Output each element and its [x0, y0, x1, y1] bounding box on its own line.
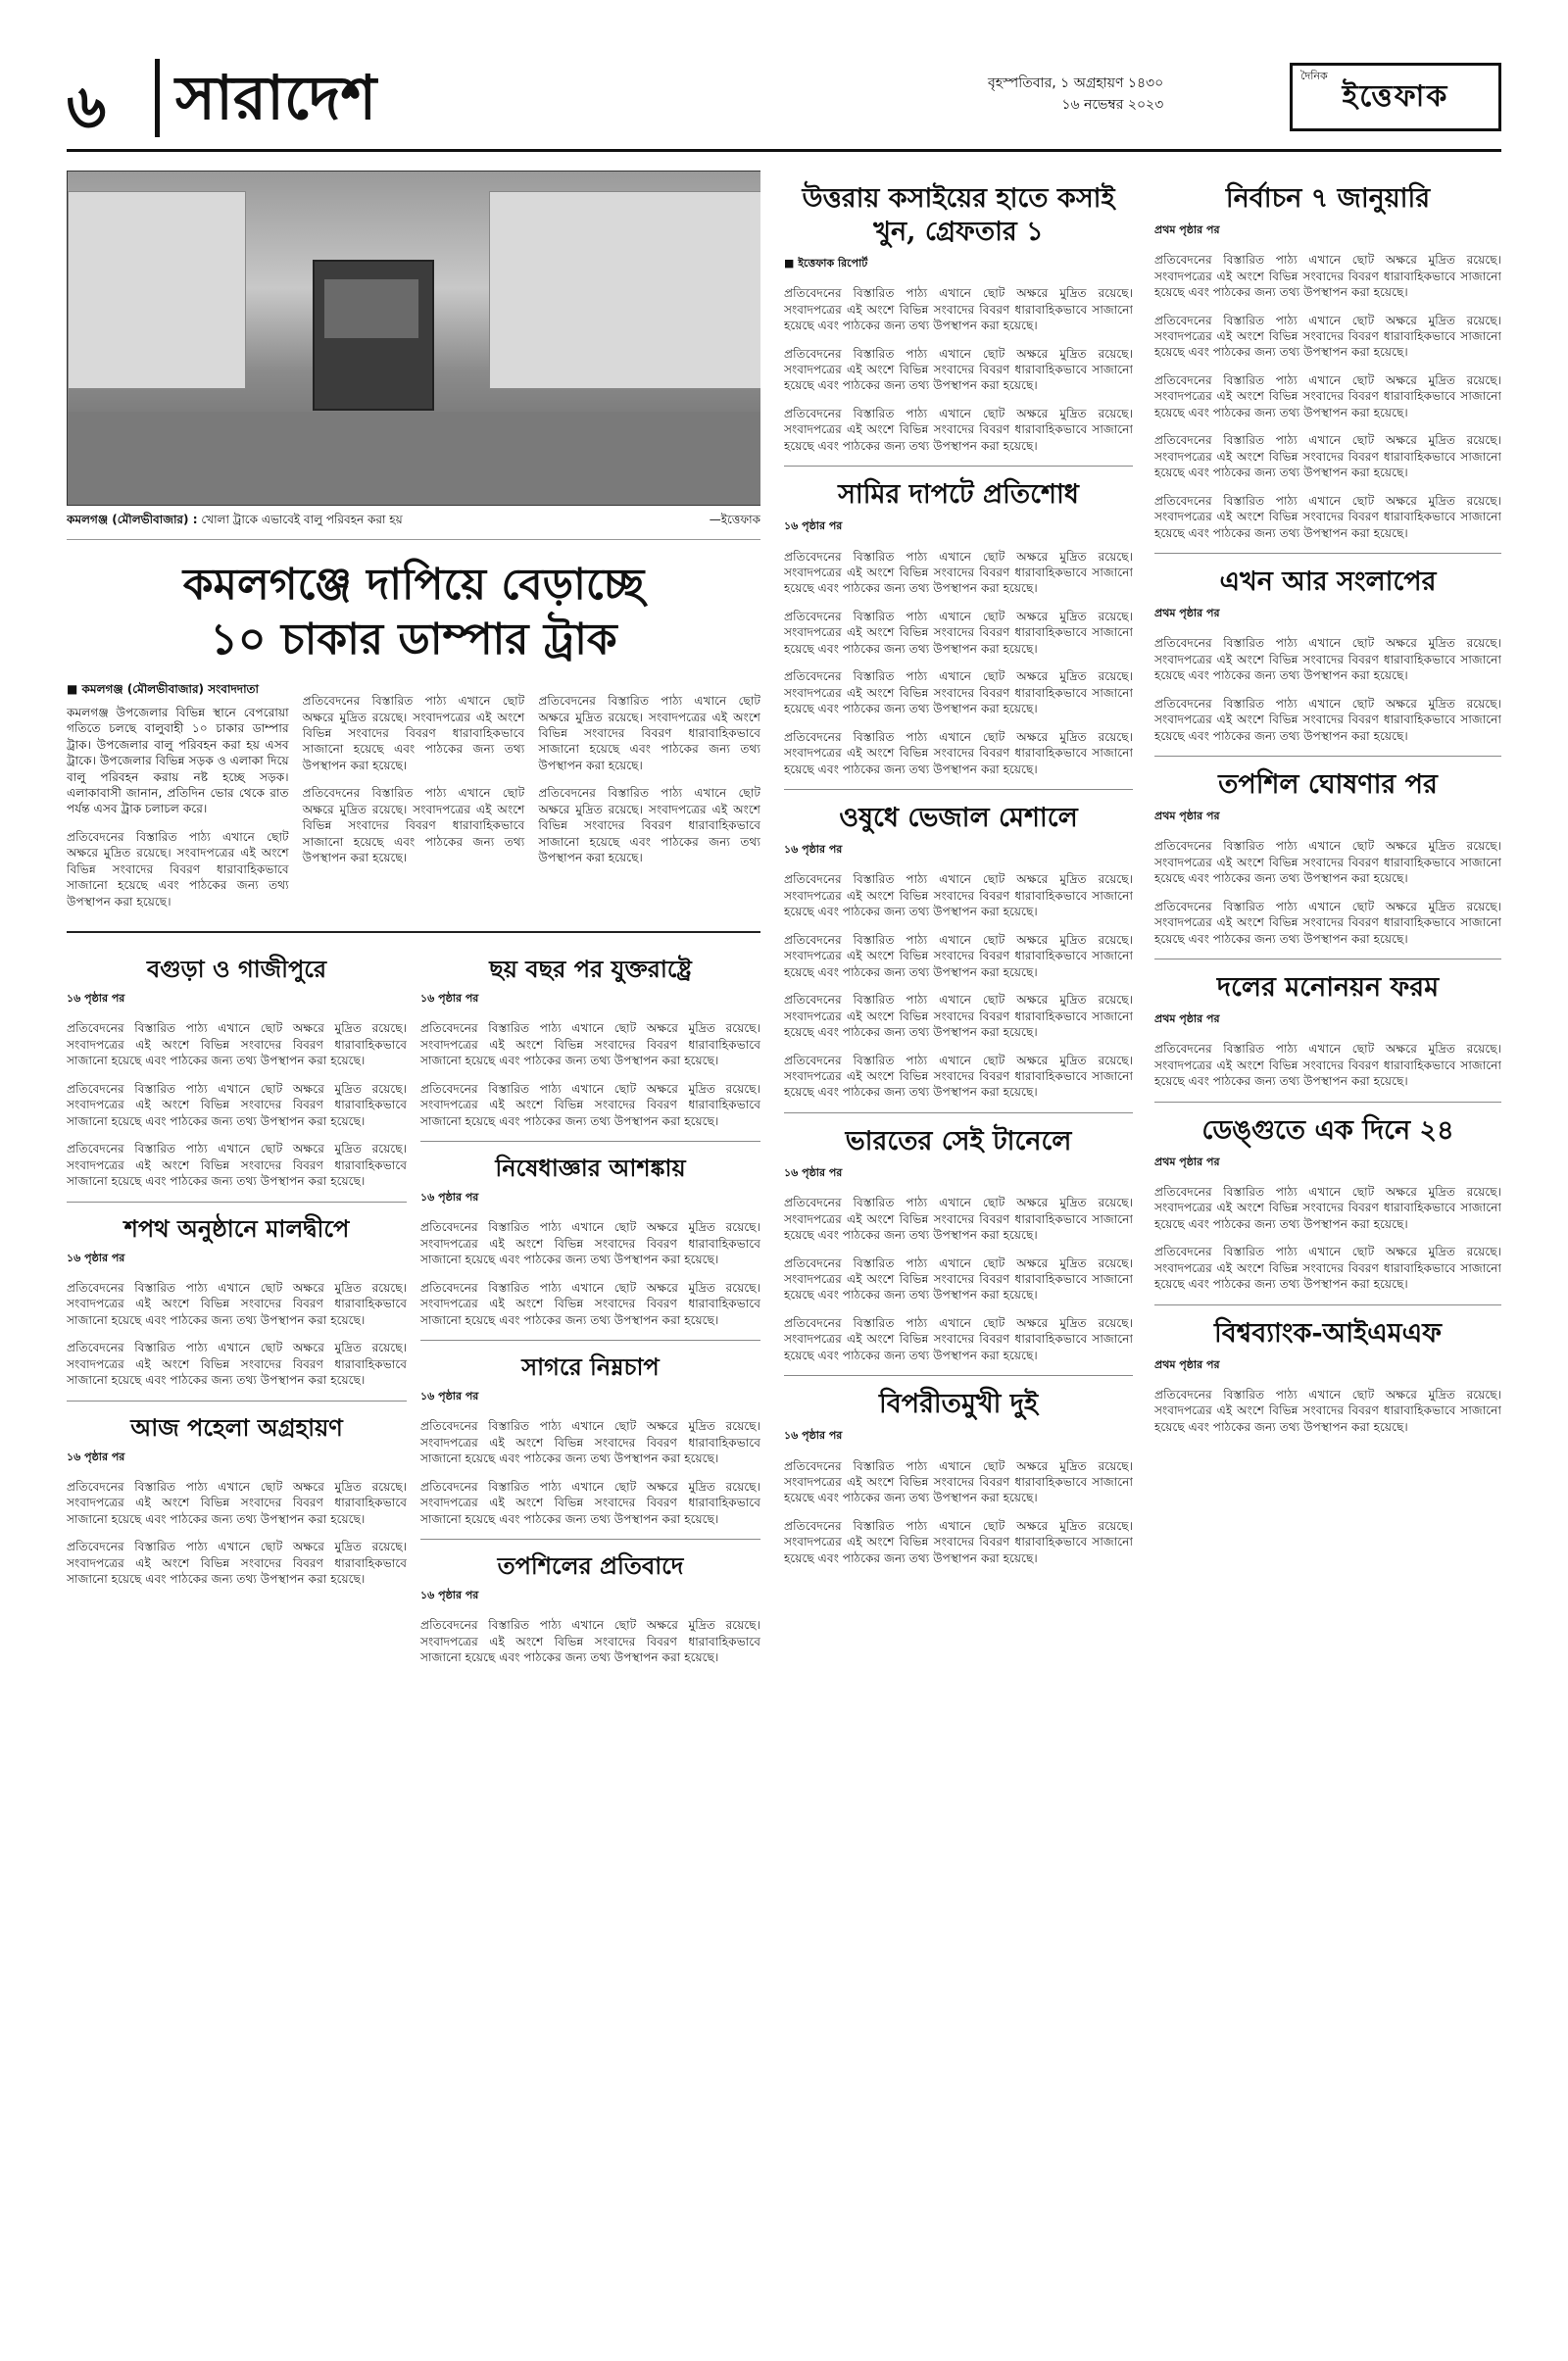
- story-body: প্রতিবেদনের বিস্তারিত পাঠ্য এখানে ছোট অক্ষরে মুদ্রিত রয়েছে। সংবাদপত্রের এই অংশে বিভিন্ন সংবাদের বিবরণ ধারাবাহিকভাবে সাজানো হয়েছে এবং পাঠকের জন্য তথ্য উপস্থাপন করা হয়েছে।: [784, 286, 1133, 332]
- story-continuation: প্রথম পৃষ্ঠার পর: [1154, 607, 1220, 620]
- story-body: প্রতিবেদনের বিস্তারিত পাঠ্য এখানে ছোট অক্ষরে মুদ্রিত রয়েছে। সংবাদপত্রের এই অংশে বিভিন্ন সংবাদের বিবরণ ধারাবাহিকভাবে সাজানো হয়েছে এবং পাঠকের জন্য তথ্য উপস্থাপন করা হয়েছে।: [784, 1196, 1133, 1243]
- story-headline: সাগরে নিম্নচাপ: [521, 1353, 660, 1382]
- story-continuation: ১৬ পৃষ্ঠার পর: [420, 1589, 479, 1602]
- story-body: প্রতিবেদনের বিস্তারিত পাঠ্য এখানে ছোট অক্ষরে মুদ্রিত রয়েছে। সংবাদপত্রের এই অংশে বিভিন্ন সংবাদের বিবরণ ধারাবাহিকভাবে সাজানো হয়েছে এবং পাঠকের জন্য তথ্য উপস্থাপন করা হয়েছে।: [784, 729, 1133, 776]
- lead-body-filler: প্রতিবেদনের বিস্তারিত পাঠ্য এখানে ছোট অক্ষরে মুদ্রিত রয়েছে। সংবাদপত্রের এই অংশে বিভিন্ন সংবাদের বিবরণ ধারাবাহিকভাবে সাজানো হয়েছে এবং পাঠকের জন্য তথ্য উপস্থাপন করা হয়েছে।: [538, 694, 760, 772]
- story-headline: তপশিলের প্রতিবাদে: [497, 1551, 684, 1581]
- story-body: প্রতিবেদনের বিস্তারিত পাঠ্য এখানে ছোট অক্ষরে মুদ্রিত রয়েছে। সংবাদপত্রের এই অংশে বিভিন্ন সংবাদের বিবরণ ধারাবাহিকভাবে সাজানো হয়েছে এবং পাঠকের জন্য তথ্য উপস্থাপন করা হয়েছে।: [67, 1540, 407, 1587]
- newspaper-page: [67, 51, 1501, 2335]
- story-body: প্রতিবেদনের বিস্তারিত পাঠ্য এখানে ছোট অক্ষরে মুদ্রিত রয়েছে। সংবাদপত্রের এই অংশে বিভিন্ন সংবাদের বিবরণ ধারাবাহিকভাবে সাজানো হয়েছে এবং পাঠকের জন্য তথ্য উপস্থাপন করা হয়েছে।: [67, 1081, 407, 1128]
- story-body: প্রতিবেদনের বিস্তারিত পাঠ্য এখানে ছোট অক্ষরে মুদ্রিত রয়েছে। সংবাদপত্রের এই অংশে বিভিন্ন সংবাদের বিবরণ ধারাবাহিকভাবে সাজানো হয়েছে এবং পাঠকের জন্য তথ্য উপস্থাপন করা হয়েছে।: [1154, 1185, 1501, 1231]
- lead-body-filler: প্রতিবেদনের বিস্তারিত পাঠ্য এখানে ছোট অক্ষরে মুদ্রিত রয়েছে। সংবাদপত্রের এই অংশে বিভিন্ন সংবাদের বিবরণ ধারাবাহিকভাবে সাজানো হয়েছে এবং পাঠকের জন্য তথ্য উপস্থাপন করা হয়েছে।: [302, 694, 525, 772]
- story-body: প্রতিবেদনের বিস্তারিত পাঠ্য এখানে ছোট অক্ষরে মুদ্রিত রয়েছে। সংবাদপত্রের এই অংশে বিভিন্ন সংবাদের বিবরণ ধারাবাহিকভাবে সাজানো হয়েছে এবং পাঠকের জন্য তথ্য উপস্থাপন করা হয়েছে।: [784, 932, 1133, 979]
- logo-text: ইত্তেফাক: [1342, 78, 1449, 114]
- story-body: প্রতিবেদনের বিস্তারিত পাঠ্য এখানে ছোট অক্ষরে মুদ্রিত রয়েছে। সংবাদপত্রের এই অংশে বিভিন্ন সংবাদের বিবরণ ধারাবাহিকভাবে সাজানো হয়েছে এবং পাঠকের জন্য তথ্য উপস্থাপন করা হয়েছে।: [420, 1280, 760, 1327]
- story-headline: ছয় বছর পর যুক্তরাষ্ট্রে: [489, 955, 692, 984]
- story-body: প্রতিবেদনের বিস্তারিত পাঠ্য এখানে ছোট অক্ষরে মুদ্রিত রয়েছে। সংবাদপত্রের এই অংশে বিভিন্ন সংবাদের বিবরণ ধারাবাহিকভাবে সাজানো হয়েছে এবং পাঠকের জন্য তথ্য উপস্থাপন করা হয়েছে।: [1154, 253, 1501, 299]
- lead-headline-line1: কমলগঞ্জে দাপিয়ে বেড়াচ্ছে: [182, 560, 645, 610]
- story-continuation: ১৬ পৃষ্ঠার পর: [420, 1191, 479, 1205]
- story-continuation: ১৬ পৃষ্ঠার পর: [67, 992, 125, 1006]
- story-body: প্রতিবেদনের বিস্তারিত পাঠ্য এখানে ছোট অক্ষরে মুদ্রিত রয়েছে। সংবাদপত্রের এই অংশে বিভিন্ন সংবাদের বিবরণ ধারাবাহিকভাবে সাজানো হয়েছে এবং পাঠকের জন্য তথ্য উপস্থাপন করা হয়েছে।: [784, 669, 1133, 716]
- story-body: প্রতিবেদনের বিস্তারিত পাঠ্য এখানে ছোট অক্ষরে মুদ্রিত রয়েছে। সংবাদপত্রের এই অংশে বিভিন্ন সংবাদের বিবরণ ধারাবাহিকভাবে সাজানো হয়েছে এবং পাঠকের জন্য তথ্য উপস্থাপন করা হয়েছে।: [1154, 1245, 1501, 1292]
- story-body: প্রতিবেদনের বিস্তারিত পাঠ্য এখানে ছোট অক্ষরে মুদ্রিত রয়েছে। সংবাদপত্রের এই অংশে বিভিন্ন সংবাদের বিবরণ ধারাবাহিকভাবে সাজানো হয়েছে এবং পাঠকের জন্য তথ্য উপস্থাপন করা হয়েছে।: [1154, 433, 1501, 480]
- story-body: প্রতিবেদনের বিস্তারিত পাঠ্য এখানে ছোট অক্ষরে মুদ্রিত রয়েছে। সংবাদপত্রের এই অংশে বিভিন্ন সংবাদের বিবরণ ধারাবাহিকভাবে সাজানো হয়েছে এবং পাঠকের জন্য তথ্য উপস্থাপন করা হয়েছে।: [784, 407, 1133, 453]
- story-continuation: ১৬ পৃষ্ঠার পর: [420, 1390, 479, 1403]
- photo-caption: [67, 506, 760, 540]
- lead-byline: ■ কমলগঞ্জ (মৌলভীবাজার) সংবাদদাতা: [67, 682, 260, 696]
- story-headline: বিপরীতমুখী দুই: [879, 1389, 1038, 1420]
- story-continuation: ১৬ পৃষ্ঠার পর: [67, 1450, 125, 1463]
- story-continuation: প্রথম পৃষ্ঠার পর: [1154, 810, 1220, 823]
- story-headline: দলের মনোনয়ন ফরম: [1216, 972, 1440, 1004]
- story-headline: বিশ্বব্যাংক-আইএমএফ: [1214, 1317, 1442, 1349]
- date-bangla: বৃহস্পতিবার, ১ অগ্রহায়ণ ১৪৩০: [988, 75, 1164, 91]
- story-byline: ■ ইত্তেফাক রিপোর্ট: [784, 257, 868, 270]
- story-headline: আজ পহেলা অগ্রহায়ণ: [130, 1412, 343, 1442]
- story-continuation: প্রথম পৃষ্ঠার পর: [1154, 223, 1220, 236]
- story-body: প্রতিবেদনের বিস্তারিত পাঠ্য এখানে ছোট অক্ষরে মুদ্রিত রয়েছে। সংবাদপত্রের এই অংশে বিভিন্ন সংবাদের বিবরণ ধারাবাহিকভাবে সাজানো হয়েছে এবং পাঠকের জন্য তথ্য উপস্থাপন করা হয়েছে।: [784, 872, 1133, 919]
- lead-body-filler: প্রতিবেদনের বিস্তারিত পাঠ্য এখানে ছোট অক্ষরে মুদ্রিত রয়েছে। সংবাদপত্রের এই অংশে বিভিন্ন সংবাদের বিবরণ ধারাবাহিকভাবে সাজানো হয়েছে এবং পাঠকের জন্য তথ্য উপস্থাপন করা হয়েছে।: [302, 786, 525, 865]
- story-continuation: ১৬ পৃষ্ঠার পর: [420, 992, 479, 1006]
- story-body: প্রতিবেদনের বিস্তারিত পাঠ্য এখানে ছোট অক্ষরে মুদ্রিত রয়েছে। সংবাদপত্রের এই অংশে বিভিন্ন সংবাদের বিবরণ ধারাবাহিকভাবে সাজানো হয়েছে এবং পাঠকের জন্য তথ্য উপস্থাপন করা হয়েছে।: [784, 1519, 1133, 1565]
- story-body: প্রতিবেদনের বিস্তারিত পাঠ্য এখানে ছোট অক্ষরে মুদ্রিত রয়েছে। সংবাদপত্রের এই অংশে বিভিন্ন সংবাদের বিবরণ ধারাবাহিকভাবে সাজানো হয়েছে এবং পাঠকের জন্য তথ্য উপস্থাপন করা হয়েছে।: [784, 1255, 1133, 1303]
- story-headline: ওষুধে ভেজাল মেশালে: [839, 803, 1078, 834]
- story-body: প্রতিবেদনের বিস্তারিত পাঠ্য এখানে ছোট অক্ষরে মুদ্রিত রয়েছে। সংবাদপত্রের এই অংশে বিভিন্ন সংবাদের বিবরণ ধারাবাহিকভাবে সাজানো হয়েছে এবং পাঠকের জন্য তথ্য উপস্থাপন করা হয়েছে।: [1154, 636, 1501, 683]
- story-headline: সামির দাপটে প্রতিশোধ: [838, 479, 1079, 511]
- story-body: প্রতিবেদনের বিস্তারিত পাঠ্য এখানে ছোট অক্ষরে মুদ্রিত রয়েছে। সংবাদপত্রের এই অংশে বিভিন্ন সংবাদের বিবরণ ধারাবাহিকভাবে সাজানো হয়েছে এবং পাঠকের জন্য তথ্য উপস্থাপন করা হয়েছে।: [1154, 839, 1501, 886]
- story-body: প্রতিবেদনের বিস্তারিত পাঠ্য এখানে ছোট অক্ষরে মুদ্রিত রয়েছে। সংবাদপত্রের এই অংশে বিভিন্ন সংবাদের বিবরণ ধারাবাহিকভাবে সাজানো হয়েছে এবং পাঠকের জন্য তথ্য উপস্থাপন করা হয়েছে।: [1154, 696, 1501, 743]
- story-body: প্রতিবেদনের বিস্তারিত পাঠ্য এখানে ছোট অক্ষরে মুদ্রিত রয়েছে। সংবাদপত্রের এই অংশে বিভিন্ন সংবাদের বিবরণ ধারাবাহিকভাবে সাজানো হয়েছে এবং পাঠকের জন্য তথ্য উপস্থাপন করা হয়েছে।: [420, 1021, 760, 1068]
- lead-headline-line2: ১০ চাকার ডাম্পার ট্রাক: [210, 615, 617, 664]
- story-body: প্রতিবেদনের বিস্তারিত পাঠ্য এখানে ছোট অক্ষরে মুদ্রিত রয়েছে। সংবাদপত্রের এই অংশে বিভিন্ন সংবাদের বিবরণ ধারাবাহিকভাবে সাজানো হয়েছে এবং পাঠকের জন্য তথ্য উপস্থাপন করা হয়েছে।: [67, 1142, 407, 1189]
- date-block: [988, 73, 1163, 116]
- logo-small-text: দৈনিক: [1300, 70, 1328, 82]
- col-a-sub-left: [67, 943, 407, 1678]
- story-body: প্রতিবেদনের বিস্তারিত পাঠ্য এখানে ছোট অক্ষরে মুদ্রিত রয়েছে। সংবাদপত্রের এই অংশে বিভিন্ন সংবাদের বিবরণ ধারাবাহিকভাবে সাজানো হয়েছে এবং পাঠকের জন্য তথ্য উপস্থাপন করা হয়েছে।: [1154, 373, 1501, 419]
- newspaper-logo: [1290, 63, 1501, 131]
- col-a-sub-right: [420, 943, 760, 1678]
- story-body: প্রতিবেদনের বিস্তারিত পাঠ্য এখানে ছোট অক্ষরে মুদ্রিত রয়েছে। সংবাদপত্রের এই অংশে বিভিন্ন সংবাদের বিবরণ ধারাবাহিকভাবে সাজানো হয়েছে এবং পাঠকের জন্য তথ্য উপস্থাপন করা হয়েছে।: [784, 346, 1133, 393]
- lead-photo: [67, 171, 760, 506]
- story-continuation: প্রথম পৃষ্ঠার পর: [1154, 1012, 1220, 1026]
- story-body: প্রতিবেদনের বিস্তারিত পাঠ্য এখানে ছোট অক্ষরে মুদ্রিত রয়েছে। সংবাদপত্রের এই অংশে বিভিন্ন সংবাদের বিবরণ ধারাবাহিকভাবে সাজানো হয়েছে এবং পাঠকের জন্য তথ্য উপস্থাপন করা হয়েছে।: [1154, 1388, 1501, 1434]
- column-right: [1154, 171, 1501, 2327]
- story-body: প্রতিবেদনের বিস্তারিত পাঠ্য এখানে ছোট অক্ষরে মুদ্রিত রয়েছে। সংবাদপত্রের এই অংশে বিভিন্ন সংবাদের বিবরণ ধারাবাহিকভাবে সাজানো হয়েছে এবং পাঠকের জন্য তথ্য উপস্থাপন করা হয়েছে।: [784, 1458, 1133, 1505]
- story-body: প্রতিবেদনের বিস্তারিত পাঠ্য এখানে ছোট অক্ষরে মুদ্রিত রয়েছে। সংবাদপত্রের এই অংশে বিভিন্ন সংবাদের বিবরণ ধারাবাহিকভাবে সাজানো হয়েছে এবং পাঠকের জন্য তথ্য উপস্থাপন করা হয়েছে।: [1154, 493, 1501, 540]
- story-body: প্রতিবেদনের বিস্তারিত পাঠ্য এখানে ছোট অক্ষরে মুদ্রিত রয়েছে। সংবাদপত্রের এই অংশে বিভিন্ন সংবাদের বিবরণ ধারাবাহিকভাবে সাজানো হয়েছে এবং পাঠকের জন্য তথ্য উপস্থাপন করা হয়েছে।: [1154, 313, 1501, 360]
- col-a-lower: [67, 943, 760, 1678]
- story-body: প্রতিবেদনের বিস্তারিত পাঠ্য এখানে ছোট অক্ষরে মুদ্রিত রয়েছে। সংবাদপত্রের এই অংশে বিভিন্ন সংবাদের বিবরণ ধারাবাহিকভাবে সাজানো হয়েছে এবং পাঠকের জন্য তথ্য উপস্থাপন করা হয়েছে।: [67, 1280, 407, 1327]
- story-body: প্রতিবেদনের বিস্তারিত পাঠ্য এখানে ছোট অক্ষরে মুদ্রিত রয়েছে। সংবাদপত্রের এই অংশে বিভিন্ন সংবাদের বিবরণ ধারাবাহিকভাবে সাজানো হয়েছে এবং পাঠকের জন্য তথ্য উপস্থাপন করা হয়েছে।: [420, 1479, 760, 1526]
- story-body: প্রতিবেদনের বিস্তারিত পাঠ্য এখানে ছোট অক্ষরে মুদ্রিত রয়েছে। সংবাদপত্রের এই অংশে বিভিন্ন সংবাদের বিবরণ ধারাবাহিকভাবে সাজানো হয়েছে এবং পাঠকের জন্য তথ্য উপস্থাপন করা হয়েছে।: [784, 993, 1133, 1040]
- lead-body-columns: [67, 681, 760, 921]
- story-body: প্রতিবেদনের বিস্তারিত পাঠ্য এখানে ছোট অক্ষরে মুদ্রিত রয়েছে। সংবাদপত্রের এই অংশে বিভিন্ন সংবাদের বিবরণ ধারাবাহিকভাবে সাজানো হয়েছে এবং পাঠকের জন্য তথ্য উপস্থাপন করা হয়েছে।: [420, 1419, 760, 1466]
- story-headline: ভারতের সেই টানেলে: [845, 1126, 1072, 1157]
- story-body: প্রতিবেদনের বিস্তারিত পাঠ্য এখানে ছোট অক্ষরে মুদ্রিত রয়েছে। সংবাদপত্রের এই অংশে বিভিন্ন সংবাদের বিবরণ ধারাবাহিকভাবে সাজানো হয়েছে এবং পাঠকের জন্য তথ্য উপস্থাপন করা হয়েছে।: [1154, 899, 1501, 946]
- story-continuation: প্রথম পৃষ্ঠার পর: [1154, 1155, 1220, 1168]
- caption-place: কমলগঞ্জ (মৌলভীবাজার) :: [67, 513, 198, 526]
- story-headline: বগুড়া ও গাজীপুরে: [146, 955, 327, 984]
- story-body: প্রতিবেদনের বিস্তারিত পাঠ্য এখানে ছোট অক্ষরে মুদ্রিত রয়েছে। সংবাদপত্রের এই অংশে বিভিন্ন সংবাদের বিবরণ ধারাবাহিকভাবে সাজানো হয়েছে এবং পাঠকের জন্য তথ্য উপস্থাপন করা হয়েছে।: [67, 1479, 407, 1526]
- story-headline: নিষেধাজ্ঞার আশঙ্কায়: [495, 1154, 686, 1183]
- story-continuation: ১৬ পৃষ্ঠার পর: [784, 519, 843, 533]
- story-headline: শপথ অনুষ্ঠানে মালদ্বীপে: [123, 1213, 350, 1243]
- story-headline: তপশিল ঘোষণার পর: [1218, 769, 1438, 801]
- story-continuation: ১৬ পৃষ্ঠার পর: [784, 1429, 843, 1443]
- section-title: সারাদেশ: [155, 59, 376, 137]
- story-body: প্রতিবেদনের বিস্তারিত পাঠ্য এখানে ছোট অক্ষরে মুদ্রিত রয়েছে। সংবাদপত্রের এই অংশে বিভিন্ন সংবাদের বিবরণ ধারাবাহিকভাবে সাজানো হয়েছে এবং পাঠকের জন্য তথ্য উপস্থাপন করা হয়েছে।: [67, 1021, 407, 1068]
- story-body: প্রতিবেদনের বিস্তারিত পাঠ্য এখানে ছোট অক্ষরে মুদ্রিত রয়েছে। সংবাদপত্রের এই অংশে বিভিন্ন সংবাদের বিবরণ ধারাবাহিকভাবে সাজানো হয়েছে এবং পাঠকের জন্য তথ্য উপস্থাপন করা হয়েছে।: [1154, 1042, 1501, 1089]
- lead-body-filler: প্রতিবেদনের বিস্তারিত পাঠ্য এখানে ছোট অক্ষরে মুদ্রিত রয়েছে। সংবাদপত্রের এই অংশে বিভিন্ন সংবাদের বিবরণ ধারাবাহিকভাবে সাজানো হয়েছে এবং পাঠকের জন্য তথ্য উপস্থাপন করা হয়েছে।: [538, 786, 760, 865]
- story-body: প্রতিবেদনের বিস্তারিত পাঠ্য এখানে ছোট অক্ষরে মুদ্রিত রয়েছে। সংবাদপত্রের এই অংশে বিভিন্ন সংবাদের বিবরণ ধারাবাহিকভাবে সাজানো হয়েছে এবং পাঠকের জন্য তথ্য উপস্থাপন করা হয়েছে।: [420, 1220, 760, 1267]
- story-body: প্রতিবেদনের বিস্তারিত পাঠ্য এখানে ছোট অক্ষরে মুদ্রিত রয়েছে। সংবাদপত্রের এই অংশে বিভিন্ন সংবাদের বিবরণ ধারাবাহিকভাবে সাজানো হয়েছে এবং পাঠকের জন্য তথ্য উপস্থাপন করা হয়েছে।: [784, 1316, 1133, 1362]
- masthead: [67, 51, 1501, 152]
- story-continuation: ১৬ পৃষ্ঠার পর: [67, 1251, 125, 1264]
- photo-credit: —ইত্তেফাক: [709, 513, 760, 526]
- story-body: প্রতিবেদনের বিস্তারিত পাঠ্য এখানে ছোট অক্ষরে মুদ্রিত রয়েছে। সংবাদপত্রের এই অংশে বিভিন্ন সংবাদের বিবরণ ধারাবাহিকভাবে সাজানো হয়েছে এবং পাঠকের জন্য তথ্য উপস্থাপন করা হয়েছে।: [784, 549, 1133, 596]
- story-body: প্রতিবেদনের বিস্তারিত পাঠ্য এখানে ছোট অক্ষরে মুদ্রিত রয়েছে। সংবাদপত্রের এই অংশে বিভিন্ন সংবাদের বিবরণ ধারাবাহিকভাবে সাজানো হয়েছে এবং পাঠকের জন্য তথ্য উপস্থাপন করা হয়েছে।: [67, 1341, 407, 1388]
- story-headline: উত্তরায় কসাইয়ের হাতে কসাই খুন, গ্রেফতার ১: [802, 183, 1115, 247]
- column-left: [67, 171, 760, 2327]
- lead-body-filler: প্রতিবেদনের বিস্তারিত পাঠ্য এখানে ছোট অক্ষরে মুদ্রিত রয়েছে। সংবাদপত্রের এই অংশে বিভিন্ন সংবাদের বিবরণ ধারাবাহিকভাবে সাজানো হয়েছে এবং পাঠকের জন্য তথ্য উপস্থাপন করা হয়েছে।: [67, 830, 289, 909]
- story-body: প্রতিবেদনের বিস্তারিত পাঠ্য এখানে ছোট অক্ষরে মুদ্রিত রয়েছে। সংবাদপত্রের এই অংশে বিভিন্ন সংবাদের বিবরণ ধারাবাহিকভাবে সাজানো হয়েছে এবং পাঠকের জন্য তথ্য উপস্থাপন করা হয়েছে।: [784, 610, 1133, 656]
- page-number: ৬: [67, 71, 107, 142]
- story-body: প্রতিবেদনের বিস্তারিত পাঠ্য এখানে ছোট অক্ষরে মুদ্রিত রয়েছে। সংবাদপত্রের এই অংশে বিভিন্ন সংবাদের বিবরণ ধারাবাহিকভাবে সাজানো হয়েছে এবং পাঠকের জন্য তথ্য উপস্থাপন করা হয়েছে।: [420, 1618, 760, 1665]
- story-headline: ডেঙ্গুতে এক দিনে ২৪: [1201, 1114, 1454, 1146]
- story-body: প্রতিবেদনের বিস্তারিত পাঠ্য এখানে ছোট অক্ষরে মুদ্রিত রয়েছে। সংবাদপত্রের এই অংশে বিভিন্ন সংবাদের বিবরণ ধারাবাহিকভাবে সাজানো হয়েছে এবং পাঠকের জন্য তথ্য উপস্থাপন করা হয়েছে।: [784, 1053, 1133, 1100]
- date-english: ১৬ নভেম্বর ২০২৩: [1061, 97, 1164, 113]
- story-headline: এখন আর সংলাপের: [1219, 566, 1437, 598]
- story-continuation: প্রথম পৃষ্ঠার পর: [1154, 1357, 1220, 1371]
- story-headline: নির্বাচন ৭ জানুয়ারি: [1225, 183, 1431, 214]
- caption-text: খোলা ট্রাকে এভাবেই বালু পরিবহন করা হয়: [201, 513, 403, 526]
- lead-headline: [67, 558, 760, 667]
- story-continuation: ১৬ পৃষ্ঠার পর: [784, 843, 843, 857]
- lead-body: কমলগঞ্জ উপজেলার বিভিন্ন স্থানে বেপরোয়া গতিতে চলছে বালুবাহী ১০ চাকার ডাম্পার ট্রাক। উপজেলার বালু পরিবহন করা হয় এসব ট্রাকে। উপজেলার বিভিন্ন সড়ক ও এলাকা দিয়ে বালু পরিবহন করায় নষ্ট হচ্ছে সড়ক। এলাকাবাসী জানান, প্রতিদিন ভোর থেকে রাত পর্যন্ত এসব ট্রাক চলাচল করে।: [67, 706, 289, 816]
- story-body: প্রতিবেদনের বিস্তারিত পাঠ্য এখানে ছোট অক্ষরে মুদ্রিত রয়েছে। সংবাদপত্রের এই অংশে বিভিন্ন সংবাদের বিবরণ ধারাবাহিকভাবে সাজানো হয়েছে এবং পাঠকের জন্য তথ্য উপস্থাপন করা হয়েছে।: [420, 1081, 760, 1128]
- story-continuation: ১৬ পৃষ্ঠার পর: [784, 1166, 843, 1180]
- column-middle: [784, 171, 1133, 2327]
